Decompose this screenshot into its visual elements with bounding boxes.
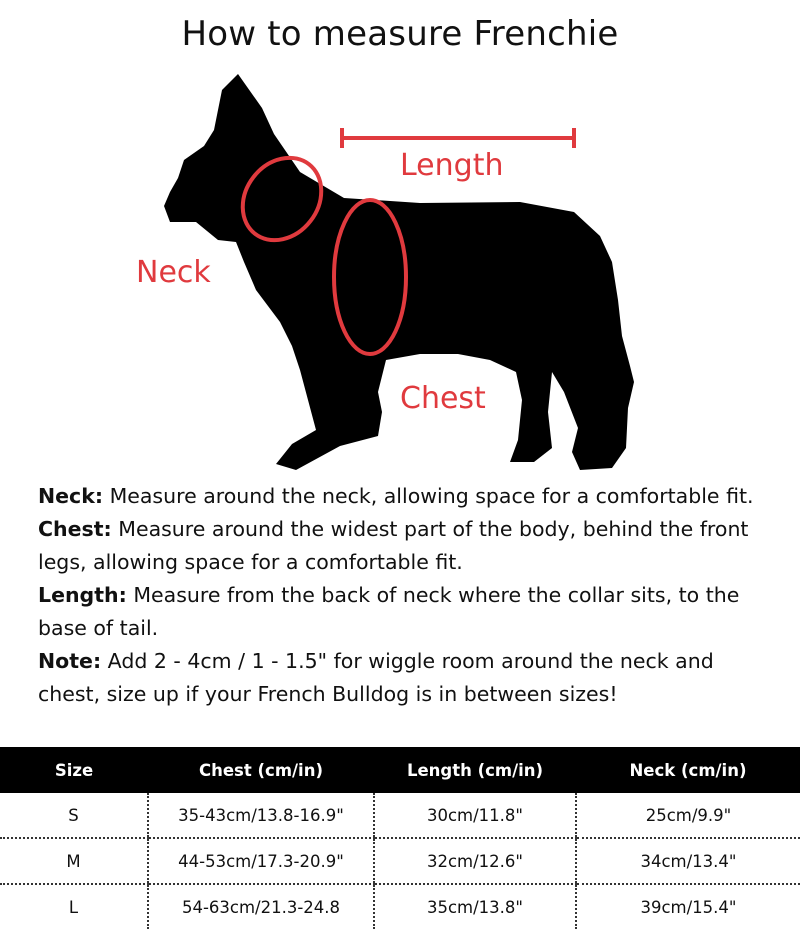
instruction-text: Add 2 - 4cm / 1 - 1.5" for wiggle room around the neck and chest, size up if your French Bulldog is in between sizes! <box>38 649 714 706</box>
measurement-instructions <box>38 480 778 711</box>
instruction-term: Note: <box>38 649 102 673</box>
instruction-text: Measure around the widest part of the body, behind the front legs, allowing space for a comfortable fit. <box>38 517 749 574</box>
cell-length: 30cm/11.8" <box>374 793 576 838</box>
header-length: Length (cm/in) <box>374 747 576 793</box>
instruction-chest <box>38 513 778 579</box>
cell-neck: 39cm/15.4" <box>576 884 800 929</box>
page-title: How to measure Frenchie <box>181 14 619 54</box>
instruction-text: Measure from the back of neck where the collar sits, to the base of tail. <box>38 583 740 640</box>
header-chest: Chest (cm/in) <box>148 747 374 793</box>
cell-size: M <box>0 838 148 884</box>
size-chart-table <box>0 747 800 929</box>
french-bulldog-silhouette <box>164 74 634 470</box>
cell-size: S <box>0 793 148 838</box>
table-header-row <box>0 747 800 793</box>
cell-chest: 44-53cm/17.3-20.9" <box>148 838 374 884</box>
cell-chest: 35-43cm/13.8-16.9" <box>148 793 374 838</box>
instruction-term: Neck: <box>38 484 104 508</box>
table-row <box>0 838 800 884</box>
instruction-length <box>38 579 778 645</box>
cell-size: L <box>68 897 79 917</box>
header-size: Size <box>0 747 148 793</box>
header-neck: Neck (cm/in) <box>576 747 800 793</box>
length-label: Length <box>400 148 504 183</box>
cell-neck: 25cm/9.9" <box>576 793 800 838</box>
table-row <box>0 793 800 838</box>
cell-length: 35cm/13.8" <box>374 884 576 929</box>
chest-label: Chest <box>400 381 486 416</box>
french-bulldog-measurement-diagram <box>0 60 800 480</box>
length-marker <box>342 128 574 148</box>
instruction-term: Chest: <box>38 517 112 541</box>
instruction-term: Length: <box>38 583 127 607</box>
cell-length: 32cm/12.6" <box>374 838 576 884</box>
cell-chest: 54-63cm/21.3-24.8 <box>148 884 374 929</box>
instruction-note <box>38 645 778 711</box>
cell-neck: 34cm/13.4" <box>576 838 800 884</box>
instruction-text: Measure around the neck, allowing space for a comfortable fit. <box>103 484 754 508</box>
table-row <box>0 884 800 929</box>
neck-label: Neck <box>136 255 211 290</box>
instruction-neck <box>38 480 778 513</box>
